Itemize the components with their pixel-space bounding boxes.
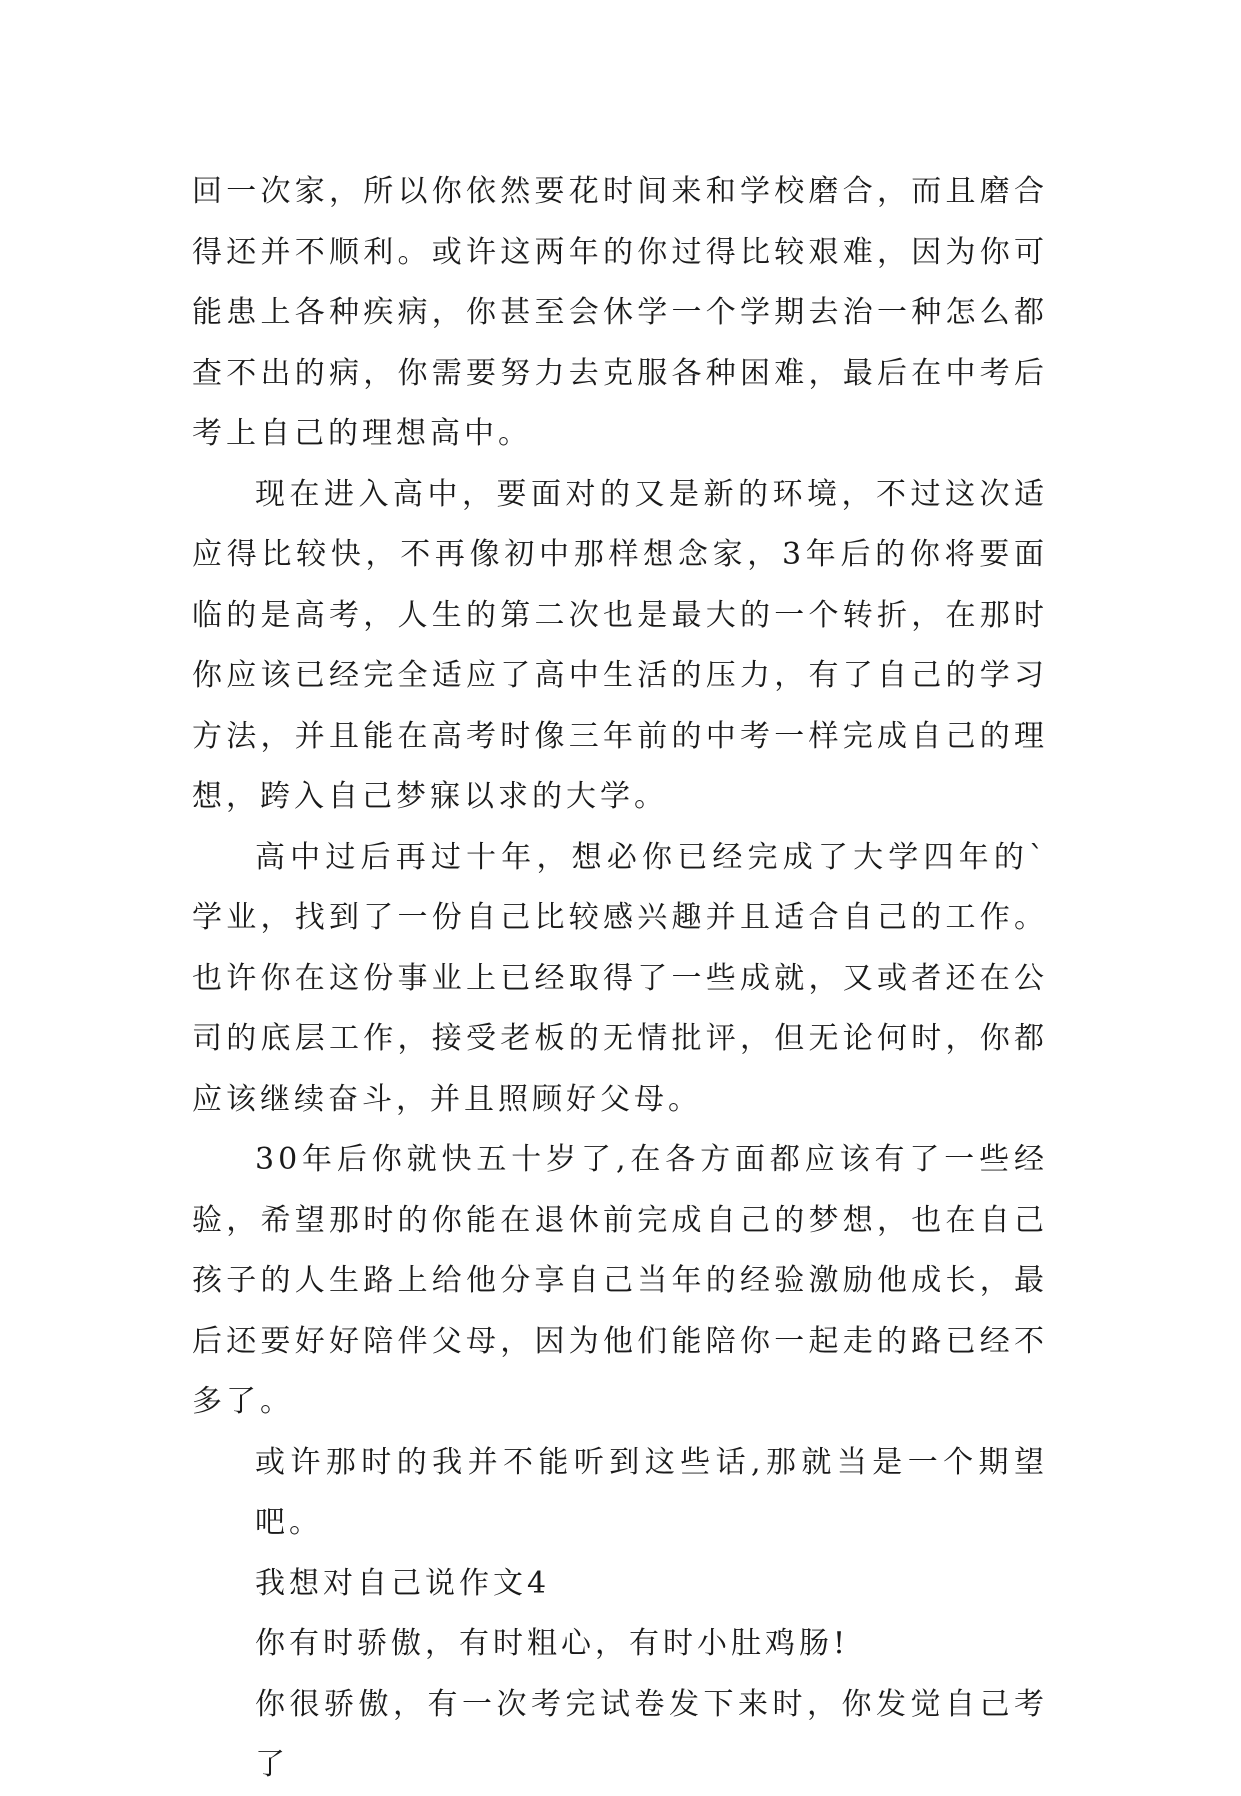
- paragraph-expectation: 或许那时的我并不能听到这些话,那就当是一个期望吧。: [255, 1444, 1048, 1540]
- paragraph-traits: 你有时骄傲，有时粗心，有时小肚鸡肠!: [255, 1626, 850, 1661]
- paragraph-thirty-years: 30年后你就快五十岁了,在各方面都应该有了一些经验，希望那时的你能在退休前完成自己的梦想，也在自己孩子的人生路上给他分享自己当年的经验激励他成长，最后还要好好陪伴父母，因为他们能陪你一起走的路已经不多了。: [192, 1142, 1048, 1419]
- paragraph-proud: 你很骄傲，有一次考完试卷发下来时，你发觉自己考了: [255, 1686, 1048, 1782]
- paragraph-ten-years: 高中过后再过十年，想必你已经完成了大学四年的`学业，找到了一份自己比较感兴趣并且适合自己的工作。也许你在这份事业上已经取得了一些成就，又或者还在公司的底层工作，接受老板的无情批评，但无论何时，你都应该继续奋斗，并且照顾好父母。: [192, 839, 1048, 1117]
- paragraph-high-school: 现在进入高中，要面对的又是新的环境，不过这次适应得比较快，不再像初中那样想念家，3年后的你将要面临的是高考，人生的第二次也是最大的一个转折，在那时你应该已经完全适应了高中生活的压力，有了自己的学习方法，并且能在高考时像三年前的中考一样完成自己的理想，跨入自己梦寐以求的大学。: [192, 476, 1048, 814]
- paragraph-continuation: 回一次家，所以你依然要花时间来和学校磨合，而且磨合得还并不顺利。或许这两年的你过得比较艰难，因为你可能患上各种疾病，你甚至会休学一个学期去治一种怎么都查不出的病，你需要努力去克服各种困难，最后在中考后考上自己的理想高中。: [192, 174, 1048, 451]
- essay-heading: 我想对自己说作文4: [255, 1565, 551, 1601]
- document-page: [192, 162, 1048, 1796]
